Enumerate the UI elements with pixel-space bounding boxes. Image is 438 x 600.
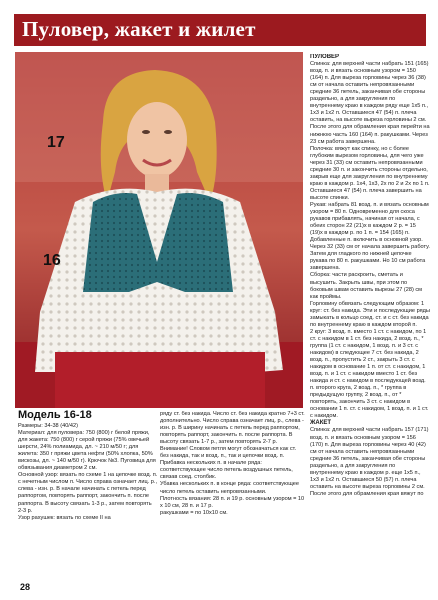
paragraph-decrease: Убавка нескольких п. в конце ряда: соответствующее число петель оставить непровязанными. bbox=[160, 481, 299, 495]
paragraph-jacket-back: Спинка: для верхней части набрать 157 (171) возд. п. и вязать основным узором = 156 (170) п. Для выреза горловины через 40 (42) см от начала оставить непровязанными средние 36 петель, заканчивая обе стороны раздельно, а для закругления по внутреннему краю в каждом р. еще 1х5 п., 1х3 и 1х2 п. Оставшиеся 50 (57) п. плеча оставить на высоте выреза горловины 2 см. После этого для обрамления края вяжут по bbox=[310, 427, 429, 497]
instructions-left-column bbox=[18, 423, 158, 583]
page-number: 28 bbox=[20, 582, 31, 592]
paragraph-materials: Материал: для пуловера: 750 (800) г белой пряжи, для жакета: 750 (800) г серой пряжи (75% овечьей шерсти, 24% полиамида, дл. ~ 210 м/50 г; для жилета: 350 г пряжи цвета нефти (50% хлопка, 50% вискозы, дл. ~ 140 м/50 г). Крючок №3. Пуговица для обвязывания диаметром 2 см. bbox=[18, 430, 156, 472]
paragraph-attention: Внимание! Словом петля могут обозначаться как ст. без накида, так и возд. п., так и цепочки возд. п. bbox=[160, 446, 297, 460]
section-heading-jacket: ЖАКЕТ bbox=[310, 420, 332, 427]
page-title: Пуловер, жакет и жилет bbox=[22, 17, 256, 41]
photo-illustration bbox=[15, 52, 303, 408]
paragraph-gauge-end: ракушками = по 10х10 см. bbox=[160, 509, 228, 516]
photo-label-17: 17 bbox=[47, 134, 65, 151]
paragraph-main-pattern: Основной узор: вязать по схеме 1 на цепочке возд. п. с нечетным числом п. Число справа означает лиц. р., слева - изн. р. В начале начинать с петель перед раппортом, повторять раппорт, закончить п. после раппорта. В высоту связать 1-3 р., затем повторять 2-3 р. bbox=[18, 472, 158, 514]
model-photo bbox=[15, 52, 303, 408]
instructions-right-column bbox=[310, 54, 430, 598]
paragraph-increase: Прибавка нескольких п. в начале ряда: соответствующее число петель воздушных петель, связав соед. столбик. bbox=[160, 460, 293, 481]
paragraph-neckline: Горловину обвязать следующим образом: 1 круг: ст. без накида. Эти и последующие ряды замыкать в кольцо соед. ст. и с ст. без накида по внутреннему краю в каждом второй п. bbox=[310, 300, 430, 328]
instructions-middle-column bbox=[160, 411, 306, 586]
paragraph-sleeve: Рукав: набрать 81 возд. п. и вязать основным узором = 80 п. Одновременно для скоса рукавов прибавлять, начиная от начала, с обеих сторон 22 (21)х в каждом 2 р. = 15 (19)х в каждом р. по 1 п. = 154 (165) п. Добавленные п. включить в основной узор. Через 32 (33) см от начала завершить работу. Затем для гладкого по нижней цепочке рукава по 80 п. ракушками. Но 10 см работа завершена. bbox=[310, 201, 430, 272]
paragraph-shell-pattern: Узор рахушек: вязать по схеме II на bbox=[18, 514, 111, 521]
paragraph-back: Спинка: для верхней части набрать 151 (165) возд. п. и вязать основным узором = 150 (164) п. Для выреза горловины через 36 (38) см от начала оставить непровязанными средние 36 петель, заканчивая обе стороны раздельно, а для закругления по внутреннему краю в каждом ряду еще 1х5 п., 1х3 и 1х2 п. Оставшиеся 47 (54) п. плеча оставить, на высоте выреза горловины 2 см. После этого для обрамления края перейти на нижнюю часть 160 (164) п. ракушками. Через 23 см работа завершена. bbox=[310, 61, 430, 145]
paragraph-gauge: Плотность вязания: 28 п. и 19 р. основным узором = 10 х 10 см, 28 п. и 17 р. bbox=[160, 495, 305, 509]
section-heading-pullover: ПУЛОВЕР bbox=[310, 54, 340, 60]
paragraph-assembly: Сборка: части раскроить, сметать и высушить. Закрыть швы, при этом по боковым швам оставить вырезы 27 (28) см как проймы. bbox=[310, 272, 423, 300]
paragraph-continued: ряду ст. без накида. Число ст. без накида кратно 7+3 ст. дополнительно. Число справа означает лиц. р., слева - изн. р. В ширину начинать с петель перед раппортом, повторять раппорт, закончить п. после раппорта. В высоту связать 1-7 р., затем повторять 2-7 р. bbox=[160, 411, 305, 446]
model-title: Модель 16-18 bbox=[18, 409, 92, 421]
paragraph-sizes: Размеры: 34-38 (40/42) bbox=[18, 423, 78, 429]
paragraph-front: Полочка: вяжут как спинку, но с более глубоким вырезом горловины, для чего уже через 31 (33) см оставить непровязанными средние 30 п. и закончить стороны отдельно, закрыв еще для закругления по внутреннему краю в каждом р. 1х4, 1х3, 2х по 2 и 2х по 1 п. Оставшиеся 47 (54) п. плеча завершить на высоте спинки. bbox=[310, 145, 430, 201]
photo-label-16: 16 bbox=[43, 252, 61, 269]
paragraph-round-2: 2 круг: 3 возд. п. вместо 1 ст. с накидом, по 1 ст. с накидом в 1 ст. без накида, 2 возд. п., * группа (1 ст. с накидом, 1 возд. п. и 3 ст. с накидом) в следующее 7 ст. без накида, 2 возд. п., пропустить 2 ст., закрыть 3 ст. с накидом в основание 1 п. от ст. с накидом, 1 возд. п. и 1 ст. с накидом вместо 1 ст. без накида и ст. с накидом в последующей возд. п. второго круга, 2 возд. п., * группа в предыдущую группу, 2 возд. п., от * повторять, закончить 3 ст. с накидом в основании 1 п. ст. с накидом, 1 возд. п. и 1 ст. с накидом. bbox=[310, 328, 429, 420]
